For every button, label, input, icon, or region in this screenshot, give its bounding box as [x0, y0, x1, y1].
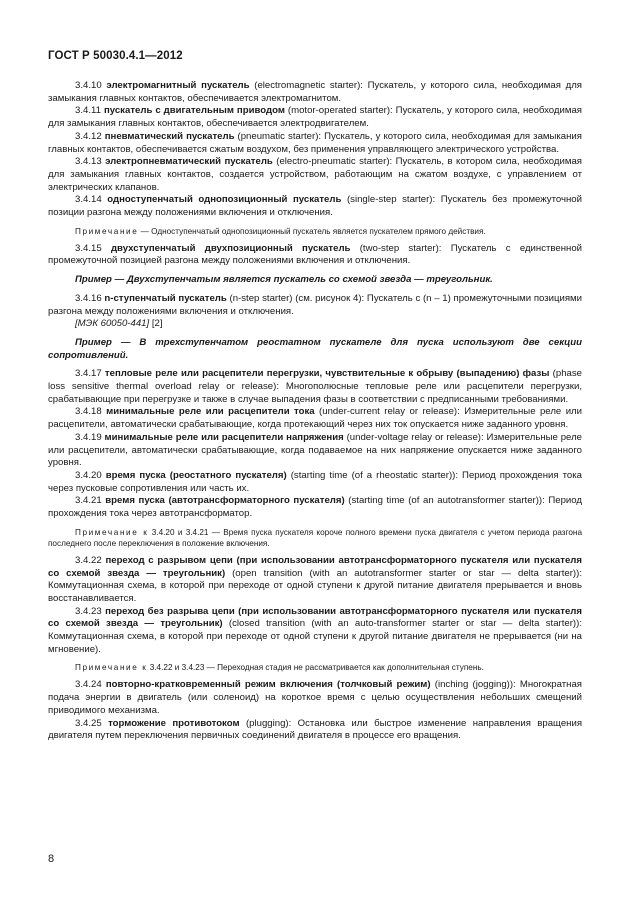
note-label: Примечание к	[75, 663, 148, 673]
clause-3-4-17	[48, 368, 582, 406]
clause-number: 3.4.12	[75, 130, 102, 142]
clause-3-4-12	[48, 131, 582, 156]
reference-number: [2]	[149, 318, 163, 330]
clause-3-4-20	[48, 470, 582, 495]
clause-definition: (pneumatic starter): Пускатель, у которого сила, необходимая для замыкания главных контактов, обеспечивается сжатым воздухом, без применения управляющего электрического устройства.	[48, 130, 582, 155]
clause-definition: (motor-operated starter): Пускатель, у которого сила, необходимая для замыкания главных контактов, обеспечивается электродвигателем.	[48, 105, 583, 130]
clause-number: 3.4.15	[75, 242, 102, 254]
clause-term: пускатель с двигательным приводом	[103, 105, 285, 117]
clause-definition: (under-voltage relay or release): Измерительные реле или расцепители, автоматически срабатывающие, когда подаваемое на них напряжение опускается ниже заданного уровня.	[48, 431, 583, 469]
clause-definition: (single-step starter): Пускатель без промежуточной позиции разгона между положениями включения и отключения.	[48, 194, 583, 219]
clause-term: повторно-кратковременный режим включения (толчковый режим)	[105, 679, 431, 691]
clause-number: 3.4.11	[75, 105, 101, 117]
clause-3-4-11	[48, 105, 582, 130]
clause-term: минимальные реле или расцепители тока	[106, 406, 315, 418]
note-text: 3.4.20 и 3.4.21 — Время пуска пускателя короче полного времени пуска двигателя с учетом периода разгона последнего после переключения в положение включения.	[48, 527, 582, 548]
clause-number: 3.4.22	[75, 554, 102, 566]
clause-3-4-21	[48, 495, 582, 520]
clause-number: 3.4.17	[75, 368, 102, 380]
clause-number: 3.4.19	[75, 431, 102, 443]
note-label: Примечание к	[75, 527, 149, 537]
reference-3-4-16	[48, 318, 582, 331]
clause-number: 3.4.13	[75, 156, 102, 168]
note-3-4-14	[48, 226, 582, 237]
page-number: 8	[48, 853, 55, 865]
clause-term: время пуска (автотрансформаторного пускателя)	[105, 495, 345, 507]
clause-number: 3.4.25	[75, 717, 102, 729]
clause-number: 3.4.24	[75, 679, 102, 691]
clause-term: тепловые реле или расцепители перегрузки, чувствительные к обрыву (выпадению) фазы	[104, 368, 550, 380]
clause-3-4-19	[48, 432, 582, 470]
clause-term: переход с разрывом цепи (при использовании автотрансформаторного пускателя или пускателя со схемой звезда — треугольник)	[48, 554, 582, 579]
clause-definition: (closed transition (with an auto-transformer starter or star — delta starter)): Коммутационная схема, в которой при переходе от одной ступени к другой питание двигателя не прерывается (ни на мгновение).	[48, 618, 582, 655]
clause-3-4-24	[48, 679, 582, 717]
clause-definition: (electromagnetic starter): Пускатель, у которого сила, необходимая для замыкания главных контактов, обеспечивается электромагнитом.	[48, 80, 582, 104]
clause-definition: (open transition (with an autotransformer starter or star — delta starter)): Коммутационная схема, в которой при переходе от одной ступени к другой питание двигателя прерывается и вновь восстанавливается.	[48, 567, 582, 604]
clause-number: 3.4.18	[75, 406, 102, 418]
clause-number: 3.4.21	[75, 495, 102, 507]
clause-definition: (starting time (of a rheostatic starter)): Период прохождения тока через пусковые сопротивления или часть их.	[48, 469, 582, 494]
clause-3-4-25	[48, 718, 582, 743]
clause-definition: (under-current relay or release): Измерительные реле или расцепители, автоматически срабатывающие, когда протекающий через них ток опускается ниже заданного уровня.	[48, 406, 583, 431]
clause-term: время пуска (реостатного пускателя)	[105, 469, 287, 481]
clause-3-4-23	[48, 606, 582, 657]
clause-definition: (plugging): Остановка или быстрое изменение направления вращения двигателя путем переключения первичных соединений двигателя в процессе его вращения.	[48, 717, 583, 742]
clause-term: двухступенчатый двухпозиционный пускатель	[110, 242, 351, 254]
clause-number: 3.4.10	[75, 80, 102, 91]
clause-definition: (phase loss sensitive thermal overload relay or release): Многополюсные тепловые реле или расцепители перегрузки, срабатывающие при перегрузке и также в случае выпадения фазы в соответствии с предписанными требованиями.	[48, 368, 582, 405]
example-text: Пример — Двухступенчатым является пускатель со схемой звезда — треугольник.	[75, 274, 493, 286]
clause-definition: (electro-pneumatic starter): Пускатель, в котором сила, необходимая для замыкания главных контактов, создается устройством, работающим на сжатом воздухе, с управлением от электрических клапанов.	[48, 156, 583, 193]
clause-definition: (starting time (of an autotransformer starter)): Период прохождения тока через автотрансформатор.	[48, 495, 583, 520]
clause-3-4-10	[48, 80, 582, 105]
clause-number: 3.4.16	[75, 292, 102, 304]
note-text: 3.4.22 и 3.4.23 — Переходная стадия не рассматривается как дополнительная ступень.	[147, 663, 484, 673]
clause-3-4-16	[48, 293, 582, 318]
clause-definition: (two-step starter): Пускатель с единственной промежуточной позицией разгона между положениями включения и отключения.	[48, 242, 583, 267]
clause-3-4-14	[48, 194, 582, 219]
clause-number: 3.4.14	[75, 194, 102, 206]
clause-3-4-22	[48, 555, 582, 606]
example-3-4-16	[48, 337, 582, 362]
example-3-4-15	[48, 274, 582, 287]
clause-term: минимальные реле или расцепители напряжения	[104, 431, 344, 443]
clause-3-4-15	[48, 243, 582, 268]
clause-3-4-13	[48, 156, 582, 194]
document-body	[48, 80, 582, 743]
clause-term: пневматический пускатель	[104, 130, 235, 142]
document-header: ГОСТ Р 50030.4.1—2012	[48, 50, 183, 62]
clause-term: переход без разрыва цепи (при использовании автотрансформаторного пускателя или пускателя со схемой звезда — треугольник)	[48, 605, 582, 630]
clause-term: электромагнитный пускатель	[106, 80, 250, 91]
clause-3-4-18	[48, 406, 582, 431]
clause-number: 3.4.23	[75, 605, 102, 617]
clause-term: электропневматический пускатель	[105, 156, 273, 168]
clause-definition: (inching (jogging)): Многократная подача энергии в двигатель (или соленоид) на короткое время с целью осуществления небольших смещений приводимого механизма.	[48, 679, 582, 716]
example-text: Пример — В трехступенчатом реостатном пускателе для пуска используют две секции сопротивлений.	[48, 336, 582, 361]
note-label: Примечание	[75, 226, 139, 236]
clause-term: одноступенчатый однопозиционный пускатель	[107, 194, 342, 206]
clause-term: торможение противотоком	[108, 717, 240, 729]
note-3-4-23	[48, 662, 582, 673]
clause-term: n-ступенчатый пускатель	[104, 292, 227, 304]
clause-number: 3.4.20	[75, 469, 102, 481]
note-text: — Одноступенчатый однопозиционный пускатель является пускателем прямого действия.	[138, 226, 486, 236]
clause-definition: (n-step starter) (см. рисунок 4): Пускатель с (n – 1) промежуточными позициями разгона между положениями включения и отключения.	[48, 292, 582, 317]
note-3-4-21	[48, 527, 582, 549]
reference-source: [МЭК 60050-441]	[75, 318, 150, 330]
